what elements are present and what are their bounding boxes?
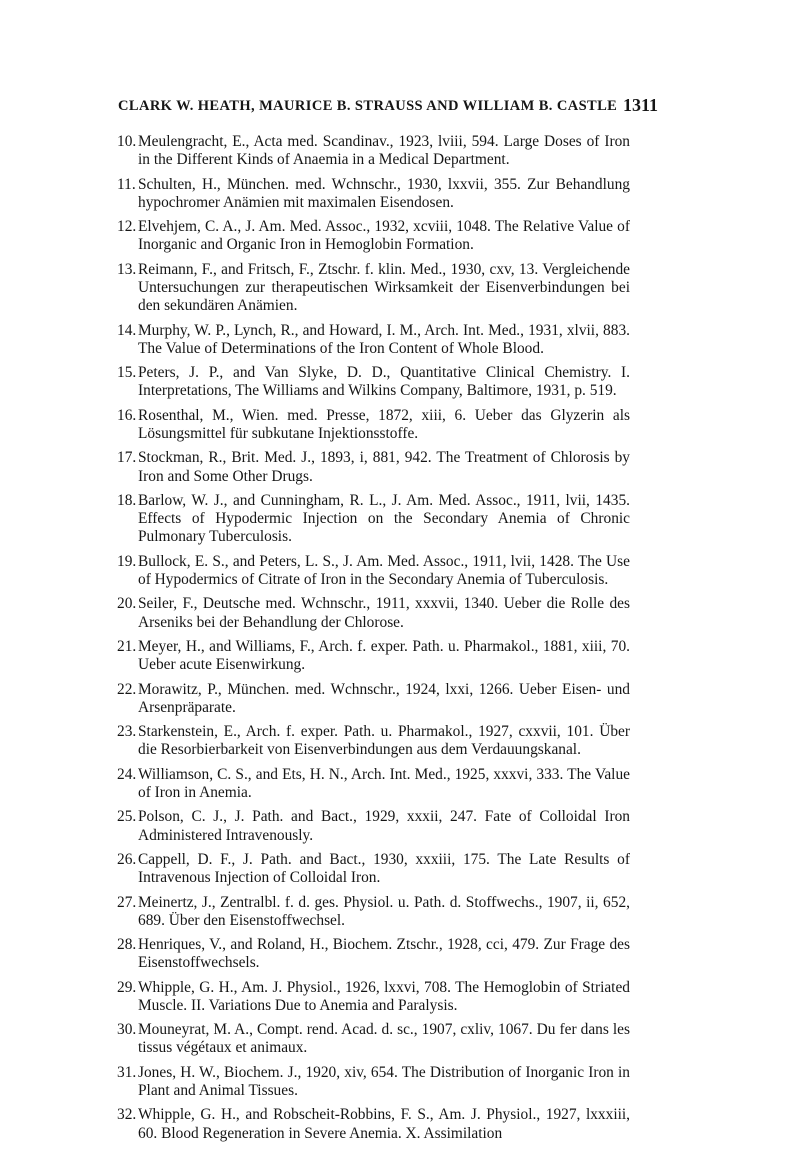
reference-item bbox=[117, 449, 630, 485]
reference-text: Morawitz, P., München. med. Wchnschr., 1924, lxxi, 1266. Ueber Eisen- und Arsenpräparate. bbox=[138, 680, 630, 716]
reference-number: 18. bbox=[117, 491, 137, 509]
reference-number: 28. bbox=[117, 936, 137, 954]
reference-item bbox=[117, 261, 630, 316]
reference-text: Polson, C. J., J. Path. and Bact., 1929, xxxii, 247. Fate of Colloidal Iron Administered Intravenously. bbox=[138, 808, 630, 844]
reference-number: 10. bbox=[117, 133, 137, 150]
reference-item bbox=[117, 218, 630, 254]
reference-item bbox=[117, 979, 630, 1015]
reference-text: Stockman, R., Brit. Med. J., 1893, i, 881, 942. The Treatment of Chlorosis by Iron and Some Other Drugs. bbox=[138, 449, 630, 485]
reference-item bbox=[117, 407, 630, 443]
reference-number: 31. bbox=[117, 1063, 137, 1081]
reference-text: Murphy, W. P., Lynch, R., and Howard, I. M., Arch. Int. Med., 1931, xlvii, 883. The Value of Determinations of the Iron Content of Whole Blood. bbox=[138, 321, 630, 357]
reference-number: 30. bbox=[117, 1021, 137, 1039]
reference-item bbox=[117, 894, 630, 930]
reference-item bbox=[117, 766, 630, 802]
reference-number: 15. bbox=[117, 364, 137, 382]
reference-text: Meinertz, J., Zentralbl. f. d. ges. Physiol. u. Path. d. Stoffwechs., 1907, ii, 652, 689. Über den Eisenstoffwechsel. bbox=[138, 893, 630, 929]
reference-text: Schulten, H., München. med. Wchnschr., 1930, lxxvii, 355. Zur Behandlung hypochromer Anämien mit maximalen Eisendosen. bbox=[138, 175, 630, 211]
running-head-authors: CLARK W. HEATH, MAURICE B. STRAUSS AND WILLIAM B. CASTLE bbox=[118, 98, 618, 114]
running-head bbox=[118, 95, 658, 119]
reference-text: Barlow, W. J., and Cunningham, R. L., J. Am. Med. Assoc., 1911, lvii, 1435. Effects of Hypodermic Injection on the Secondary Anemia of Chronic Pulmonary Tuberculosis. bbox=[138, 491, 630, 546]
reference-number: 11. bbox=[117, 175, 136, 193]
reference-text: Henriques, V., and Roland, H., Biochem. Ztschr., 1928, cci, 479. Zur Frage des Eisenstoffwechsels. bbox=[138, 936, 630, 972]
reference-text: Whipple, G. H., Am. J. Physiol., 1926, lxxvi, 708. The Hemoglobin of Striated Muscle. II. Variations Due to Anemia and Paralysis. bbox=[138, 978, 630, 1014]
reference-number: 24. bbox=[117, 765, 137, 783]
reference-item bbox=[117, 364, 630, 400]
reference-number: 29. bbox=[117, 978, 137, 996]
reference-item bbox=[117, 595, 630, 631]
reference-item bbox=[117, 936, 630, 972]
reference-item bbox=[117, 133, 630, 169]
reference-number: 25. bbox=[117, 808, 137, 826]
reference-item bbox=[117, 681, 630, 717]
reference-number: 13. bbox=[117, 260, 137, 278]
reference-text: Rosenthal, M., Wien. med. Presse, 1872, xiii, 6. Ueber das Glyzerin als Lösungsmittel für subkutane Injektionsstoffe. bbox=[138, 406, 630, 442]
reference-item bbox=[117, 1064, 630, 1100]
reference-list bbox=[117, 133, 630, 1149]
reference-text: Peters, J. P., and Van Slyke, D. D., Quantitative Clinical Chemistry. I. Interpretations, The Williams and Wilkins Company, Baltimore, 1931, p. 519. bbox=[138, 364, 630, 400]
reference-item bbox=[117, 723, 630, 759]
reference-item bbox=[117, 808, 630, 844]
reference-number: 14. bbox=[117, 321, 137, 339]
reference-item bbox=[117, 1021, 630, 1057]
reference-text: Mouneyrat, M. A., Compt. rend. Acad. d. sc., 1907, cxliv, 1067. Du fer dans les tissus végétaux et animaux. bbox=[138, 1021, 630, 1057]
reference-number: 21. bbox=[117, 637, 137, 655]
reference-text: Bullock, E. S., and Peters, L. S., J. Am. Med. Assoc., 1911, lvii, 1428. The Use of Hypodermics of Citrate of Iron in the Secondary Anemia of Tuberculosis. bbox=[138, 552, 630, 588]
reference-number: 12. bbox=[117, 218, 137, 236]
reference-item bbox=[117, 851, 630, 887]
reference-item bbox=[117, 176, 630, 212]
reference-text: Jones, H. W., Biochem. J., 1920, xiv, 654. The Distribution of Inorganic Iron in Plant and Animal Tissues. bbox=[138, 1063, 630, 1100]
reference-number: 27. bbox=[117, 893, 137, 911]
reference-text: Cappell, D. F., J. Path. and Bact., 1930, xxxiii, 175. The Late Results of Intravenous Injection of Colloidal Iron. bbox=[138, 850, 630, 887]
reference-item bbox=[117, 492, 630, 547]
reference-text: Elvehjem, C. A., J. Am. Med. Assoc., 1932, xcviii, 1048. The Relative Value of Inorganic and Organic Iron in Hemoglobin Formation. bbox=[138, 218, 630, 254]
reference-text: Meulengracht, E., Acta med. Scandinav., 1923, lviii, 594. Large Doses of Iron in the Different Kinds of Anaemia in a Medical Department. bbox=[138, 133, 630, 169]
reference-item bbox=[117, 553, 630, 589]
reference-text: Starkenstein, E., Arch. f. exper. Path. u. Pharmakol., 1927, cxxvii, 101. Über die Resorbierbarkeit von Eisenverbindungen aus dem Verdauungskanal. bbox=[138, 723, 630, 759]
reference-item bbox=[117, 638, 630, 674]
reference-item bbox=[117, 322, 630, 358]
reference-text: Meyer, H., and Williams, F., Arch. f. exper. Path. u. Pharmakol., 1881, xiii, 70. Ueber acute Eisenwirkung. bbox=[138, 637, 630, 674]
reference-number: 19. bbox=[117, 552, 137, 570]
reference-item bbox=[117, 1106, 630, 1142]
reference-number: 17. bbox=[117, 449, 137, 467]
page-number: 1311 bbox=[622, 95, 658, 115]
reference-number: 22. bbox=[117, 680, 137, 698]
reference-number: 32. bbox=[117, 1106, 137, 1124]
reference-text: Reimann, F., and Fritsch, F., Ztschr. f. klin. Med., 1930, cxv, 13. Vergleichende Untersuchungen zur therapeutischen Wirksamkeit der Eisenverbindungen bei den sekundären Anämien. bbox=[138, 260, 630, 315]
reference-number: 26. bbox=[117, 850, 137, 868]
reference-text: Williamson, C. S., and Ets, H. N., Arch. Int. Med., 1925, xxxvi, 333. The Value of Iron in Anemia. bbox=[138, 765, 630, 801]
reference-number: 16. bbox=[117, 406, 137, 424]
reference-text: Whipple, G. H., and Robscheit-Robbins, F. S., Am. J. Physiol., 1927, lxxxiii, 60. Blood Regeneration in Severe Anemia. X. Assimilation bbox=[138, 1106, 630, 1142]
reference-number: 23. bbox=[117, 723, 137, 741]
reference-number: 20. bbox=[117, 595, 137, 613]
reference-text: Seiler, F., Deutsche med. Wchnschr., 1911, xxxvii, 1340. Ueber die Rolle des Arseniks bei der Behandlung der Chlorose. bbox=[138, 595, 630, 631]
